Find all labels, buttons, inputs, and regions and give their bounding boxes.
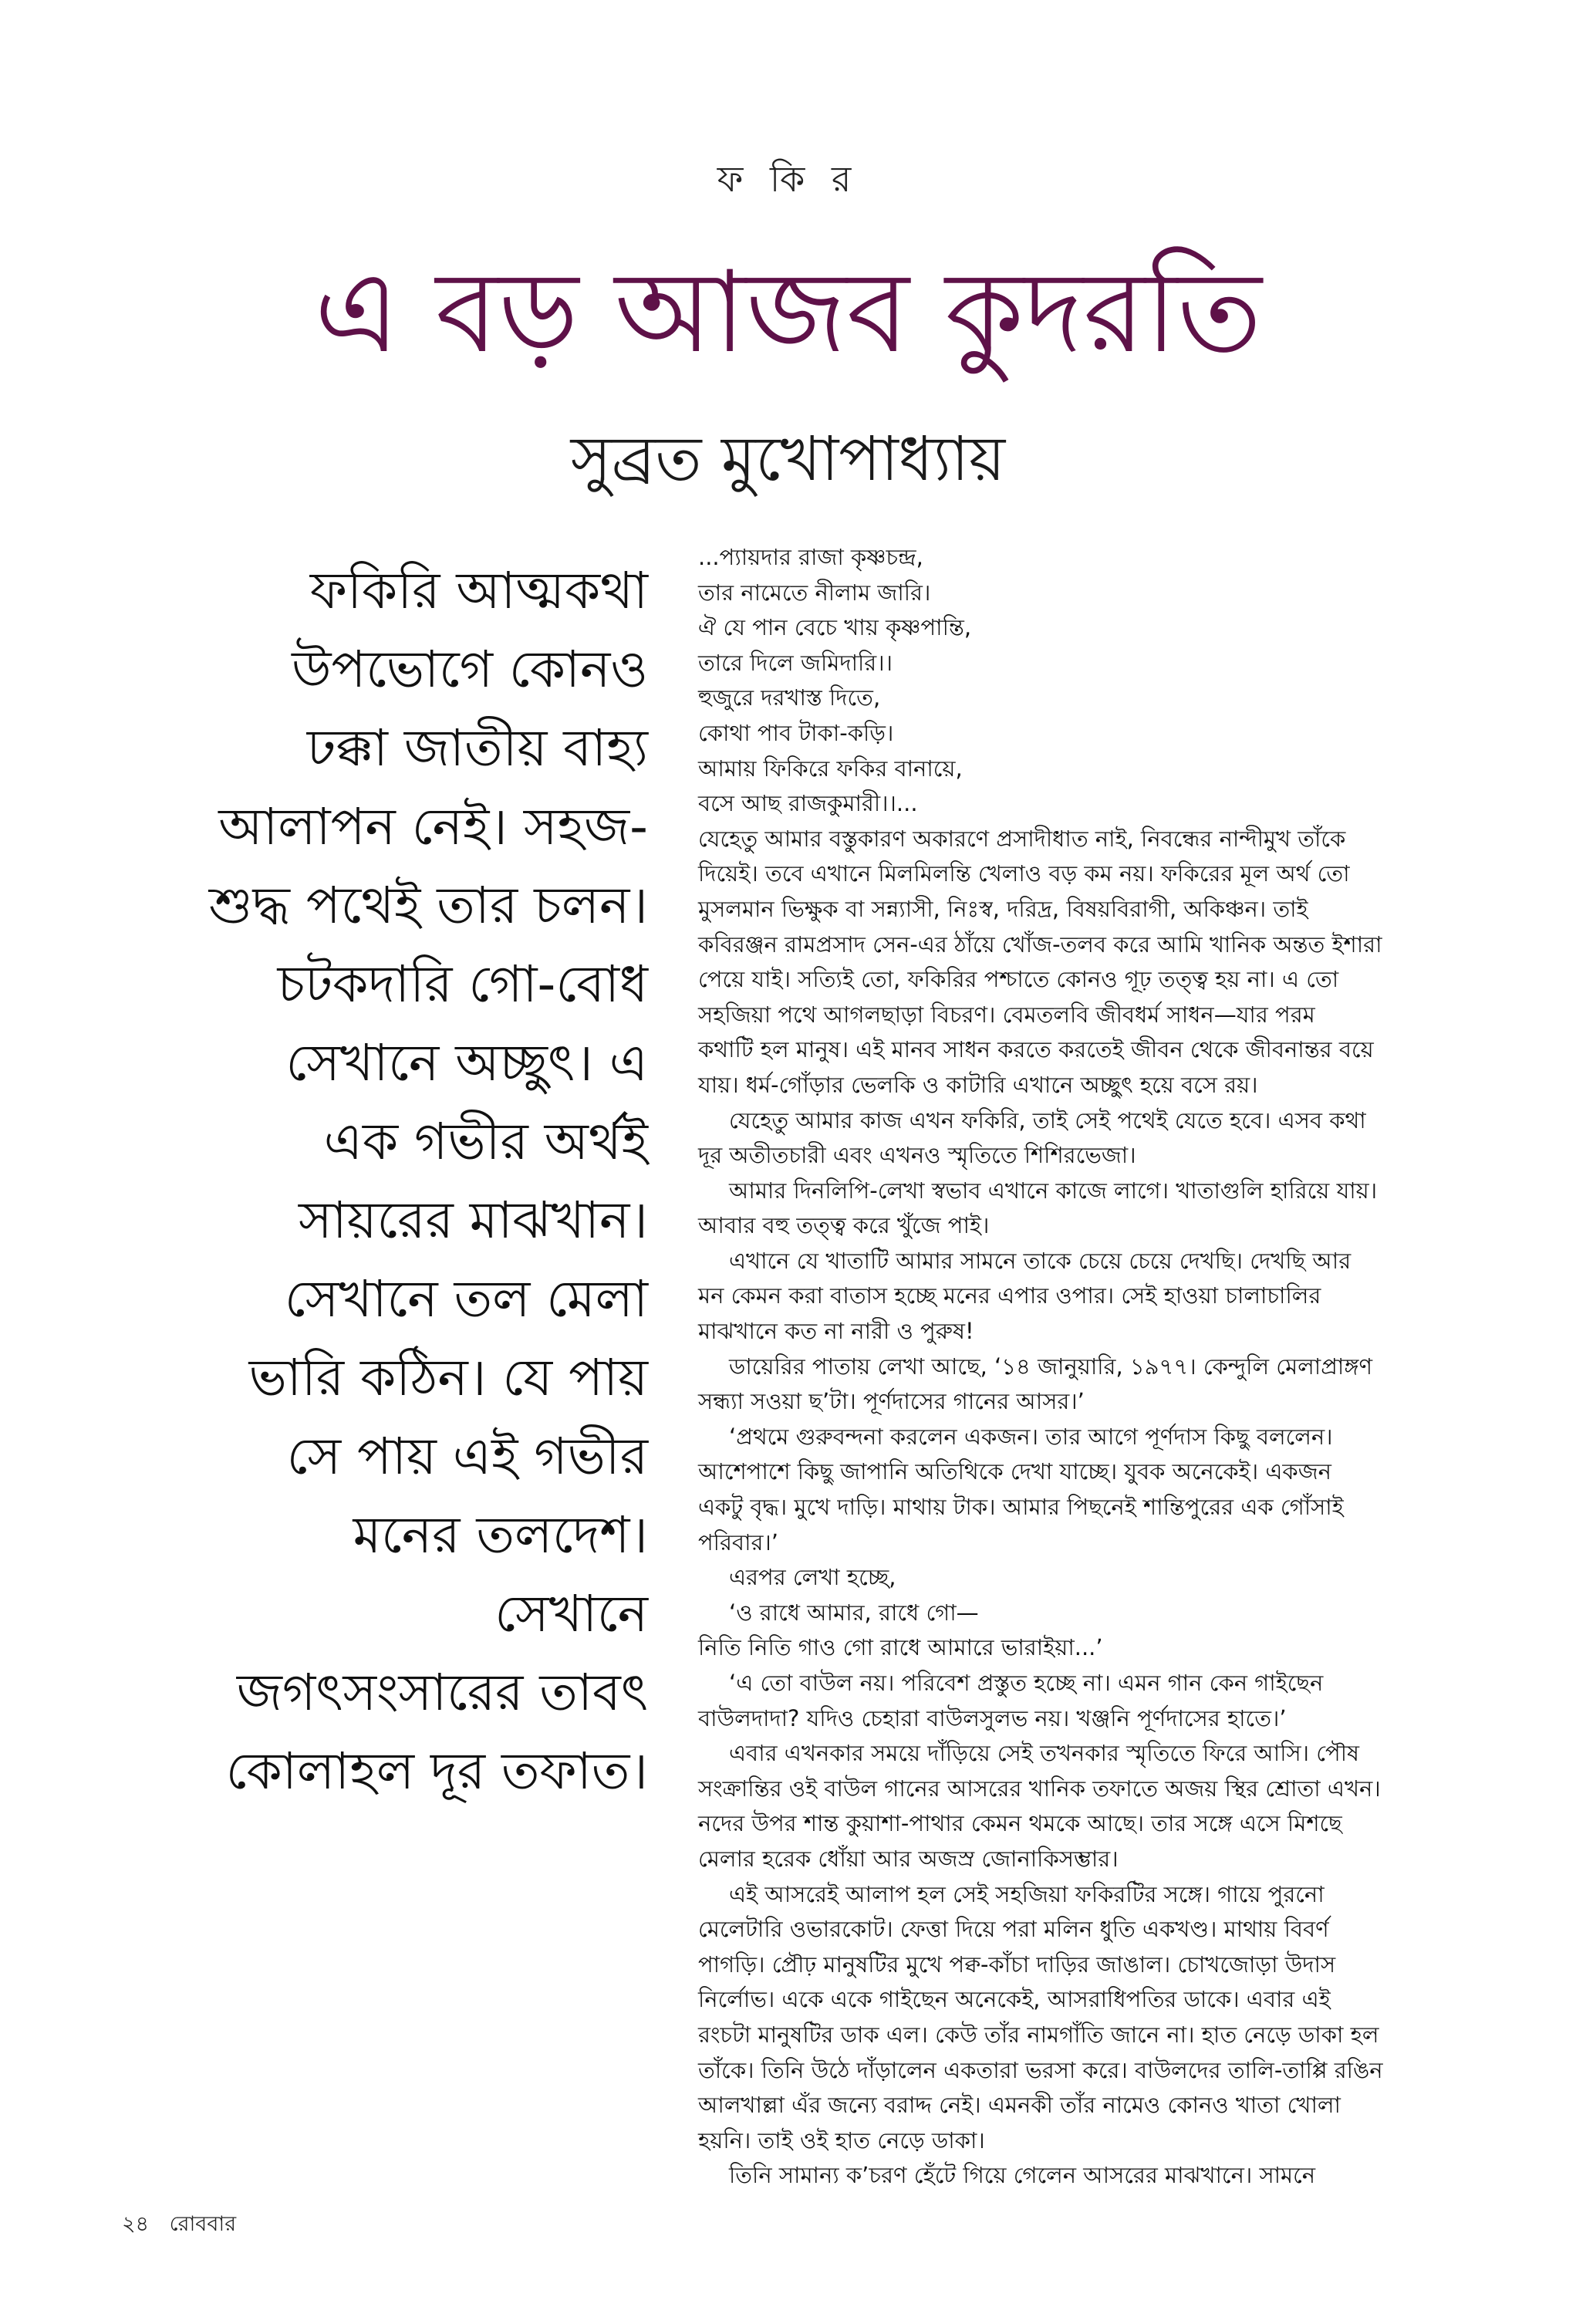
body-line: তিনি সামান্য ক’চরণ হেঁটে গিয়ে গেলেন আসরের মাঝখানে। সামনে xyxy=(729,2162,1316,2189)
body-line: এরপর লেখা হচ্ছে, xyxy=(729,1564,896,1591)
pull-quote-line: জগৎসংসারের তাবৎ xyxy=(236,1663,648,1722)
body-line: নদের উপর শান্ত কুয়াশা-পাথার কেমন থমকে আছে। তার সঙ্গে এসে মিশছে xyxy=(698,1810,1342,1837)
body-line: বাউলদাদা? যদিও চেহারা বাউলসুলভ নয়। খঞ্জনি পূর্ণদাসের হাতে।’ xyxy=(698,1704,1287,1731)
pull-quote-line: আলাপন নেই। সহজ- xyxy=(218,797,648,856)
pull-quote xyxy=(116,552,648,1811)
body-line: হয়নি। তাই ওই হাত নেড়ে ডাকা। xyxy=(698,2126,985,2153)
body-line: সংক্রান্তির ওই বাউল গানের আসরের খানিক তফাতে অজয় স্থির শ্রোতা এখন। xyxy=(698,1775,1381,1802)
body-line: মাঝখানে কত না নারী ও পুরুষ! xyxy=(698,1318,974,1345)
verse-line: তার নামেতে নীলাম জারি। xyxy=(698,579,931,606)
body-line: পরিবার।’ xyxy=(698,1529,779,1556)
pull-quote-line: সে পায় এই গভীর xyxy=(286,1427,648,1486)
verse-line: বসে আছ রাজকুমারী।।... xyxy=(698,790,918,817)
pull-quote-line: সেখানে xyxy=(494,1584,648,1643)
body-line: যায়। ধর্ম-গোঁড়ার ভেলকি ও কাটারি এখানে অচ্ছুৎ হয়ে বসে রয়। xyxy=(698,1071,1258,1098)
body-paragraphs xyxy=(698,822,1458,2194)
body-line: আলখাল্লা এঁর জন্যে বরাদ্দ নেই। এমনকী তাঁর নামেও কোনও খাতা খোলা xyxy=(698,2092,1341,2119)
verse-line: ঐ যে পান বেচে খায় কৃষ্ণপান্তি, xyxy=(698,614,972,641)
opening-verse xyxy=(698,540,1458,822)
publication-name: রোববার xyxy=(169,2212,237,2236)
body-line: এই আসরেই আলাপ হল সেই সহজিয়া ফকিরটির সঙ্গে। গায়ে পুরনো xyxy=(729,1880,1325,1907)
verse-line: আমায় ফিকিরে ফকির বানায়ে, xyxy=(698,755,963,782)
article-body xyxy=(698,540,1458,2194)
body-line: নির্লোভ। একে একে গাইছেন অনেকেই, আসরাধিপতির ডাকে। এবার এই xyxy=(698,1986,1331,2013)
body-line: পেয়ে যাই। সত্যিই তো, ফকিরির পশ্চাতে কোনও গূঢ় তত্ত্ব হয় না। এ তো xyxy=(698,966,1339,993)
page-footer xyxy=(122,2208,250,2243)
verse-line: ...প্যায়দার রাজা কৃষ্ণচন্দ্র, xyxy=(698,544,923,570)
body-line: দিয়েই। তবে এখানে মিলমিলন্তি খেলাও বড় কম নয়। ফকিরের মূল অর্থ তো xyxy=(698,860,1350,887)
body-line: মেলেটারি ওভারকোট। ফেত্তা দিয়ে পরা মলিন ধুতি একখণ্ড। মাথায় বিবর্ণ xyxy=(698,1916,1329,1943)
body-line: আমার দিনলিপি-লেখা স্বভাব এখানে কাজে লাগে। খাতাগুলি হারিয়ে যায়। xyxy=(729,1177,1378,1204)
body-line: যেহেতু আমার বস্তুকারণ অকারণে প্রসাদীধাত নাই, নিবন্ধের নান্দীমুখ তাঁকে xyxy=(698,825,1346,852)
body-line: যেহেতু আমার কাজ এখন ফকিরি, তাই সেই পথেই যেতে হবে। এসব কথা xyxy=(729,1106,1366,1133)
pull-quote-line: ফকিরি আত্মকথা xyxy=(309,561,648,620)
pull-quote-line: কোলাহল দূর তফাত। xyxy=(225,1741,648,1801)
body-line: আশেপাশে কিছু জাপানি অতিথিকে দেখা যাচ্ছে। যুবক অনেকেই। একজন xyxy=(698,1458,1331,1485)
body-line: নিতি নিতি গাও গো রাধে আমারে ভারাইয়া...’ xyxy=(698,1634,1103,1661)
page-number: ২৪ xyxy=(122,2212,150,2236)
verse-line: হুজুরে দরখাস্ত দিতে, xyxy=(698,684,881,711)
body-line: মেলার হরেক ধোঁয়া আর অজস্র জোনাকিসম্ভার। xyxy=(698,1845,1119,1872)
body-line: ডায়েরির পাতায় লেখা আছে, ‘১৪ জানুয়ারি, ১৯৭৭। কেন্দুলি মেলাপ্রাঙ্গণ xyxy=(729,1353,1373,1380)
body-line: মুসলমান ভিক্ষুক বা সন্ন্যাসী, নিঃস্ব, দরিদ্র, বিষয়বিরাগী, অকিঞ্চন। তাই xyxy=(698,895,1308,922)
pull-quote-line: চটকদারি গো-বোধ xyxy=(277,954,648,1014)
pull-quote-line: উপভোগে কোনও xyxy=(292,640,648,699)
body-line: এবার এখনকার সময়ে দাঁড়িয়ে সেই তখনকার স্মৃতিতে ফিরে আসি। পৌষ xyxy=(729,1740,1359,1767)
body-line: দূর অতীতচারী এবং এখনও স্মৃতিতে শিশিরভেজা। xyxy=(698,1142,1136,1169)
body-line: সন্ধ্যা সওয়া ছ’টা। পূর্ণদাসের গানের আসর।’ xyxy=(698,1388,1085,1415)
body-line: ‘এ তো বাউল নয়। পরিবেশ প্রস্তুত হচ্ছে না। এমন গান কেন গাইছেন xyxy=(729,1670,1324,1696)
body-line: সহজিয়া পথে আগলছাড়া বিচরণ। বেমতলবি জীবধর্ম সাধন—যার পরম xyxy=(698,1001,1315,1028)
body-line: ‘ও রাধে আমার, রাধে গো— xyxy=(729,1599,979,1626)
pull-quote-line: মনের তলদেশ। xyxy=(353,1505,648,1565)
body-line: তাঁকে। তিনি উঠে দাঁড়ালেন একতারা ভরসা করে। বাউলদের তালি-তাপ্পি রঙিন xyxy=(698,2056,1383,2083)
article-author: সুব্রত মুখোপাধ্যায় xyxy=(570,423,1006,495)
body-line: পাগড়ি। প্রৌঢ় মানুষটির মুখে পক্ব-কাঁচা দাড়ির জাঙাল। চোখজোড়া উদাস xyxy=(698,1951,1336,1978)
body-line: কথাটি হল মানুষ। এই মানব সাধন করতে করতেই জীবন থেকে জীবনান্তর বয়ে xyxy=(698,1036,1374,1063)
body-line: আবার বহু তত্ত্ব করে খুঁজে পাই। xyxy=(698,1212,990,1239)
pull-quote-line: ঢক্কা জাতীয় বাহ্য xyxy=(306,718,648,778)
pull-quote-line: সায়রের মাঝখান। xyxy=(299,1191,648,1250)
pull-quote-line: সেখানে তল মেলা xyxy=(284,1269,648,1329)
body-line: একটু বৃদ্ধ। মুখে দাড়ি। মাথায় টাক। আমার পিছনেই শান্তিপুরের এক গোঁসাই xyxy=(698,1494,1344,1521)
body-line: এখানে যে খাতাটি আমার সামনে তাকে চেয়ে চেয়ে দেখছি। দেখছি আর xyxy=(729,1247,1352,1274)
section-kicker: ফ কি র xyxy=(717,158,859,200)
pull-quote-line: সেখানে অচ্ছুৎ। এ xyxy=(285,1033,648,1093)
pull-quote-line: শুদ্ধ পথেই তার চলন। xyxy=(208,876,648,935)
body-line: কবিরঞ্জন রামপ্রসাদ সেন-এর ঠাঁয়ে খোঁজ-তলব করে আমি খানিক অন্তত ইশারা xyxy=(698,931,1382,958)
article-title: এ বড় আজব কুদরতি xyxy=(314,247,1262,378)
body-line: মন কেমন করা বাতাস হচ্ছে মনের এপার ওপার। সেই হাওয়া চালাচালির xyxy=(698,1282,1321,1309)
body-line: ‘প্রথমে গুরুবন্দনা করলেন একজন। তার আগে পূর্ণদাস কিছু বললেন। xyxy=(729,1423,1333,1450)
pull-quote-line: এক গভীর অর্থই xyxy=(323,1112,648,1171)
body-line: রংচটা মানুষটির ডাক এল। কেউ তাঁর নামগাঁতি জানে না। হাত নেড়ে ডাকা হল xyxy=(698,2021,1379,2048)
pull-quote-line: ভারি কঠিন। যে পায় xyxy=(248,1348,648,1407)
verse-line: কোথা পাব টাকা-কড়ি। xyxy=(698,719,894,746)
verse-line: তারে দিলে জমিদারি।। xyxy=(698,649,893,676)
